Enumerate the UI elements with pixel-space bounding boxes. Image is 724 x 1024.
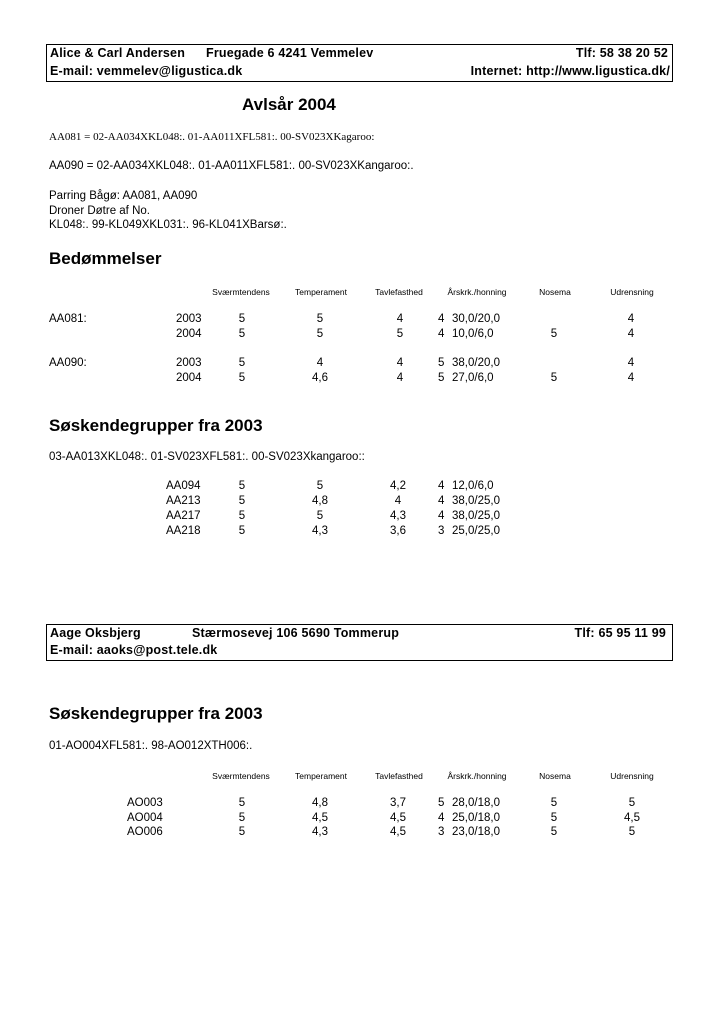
row-year: 2003 [176, 313, 202, 325]
cell-temp: 4,3 [312, 525, 328, 537]
cell-tavle: 4 [396, 313, 404, 325]
cell-nosema: 5 [550, 797, 558, 809]
column-header: Temperament [295, 771, 347, 781]
column-header: Tavlefasthed [375, 771, 423, 781]
cell-aars-h: 25,0/25,0 [452, 525, 500, 537]
breeder1-address: Fruegade 6 4241 Vemmelev [206, 46, 374, 60]
row-year: 2004 [176, 328, 202, 340]
cell-tavle: 4 [396, 372, 404, 384]
cell-svaerm: 5 [238, 826, 246, 838]
sosken2-pedigree: 01-AO004XFL581:. 98-AO012XTH006:. [49, 740, 253, 752]
cell-nosema: 5 [550, 812, 558, 824]
bedommelser-title: Bedømmelser [49, 249, 162, 268]
cell-tavle: 3,6 [390, 525, 406, 537]
cell-svaerm: 5 [238, 495, 246, 507]
cell-udrens: 4 [627, 313, 635, 325]
cell-temp: 4,8 [312, 797, 328, 809]
pedigree-line-5: KL048:. 99-KL049XKL031:. 96-KL041XBarsø:. [49, 219, 287, 231]
cell-svaerm: 5 [238, 480, 246, 492]
cell-aars-n: 4 [438, 313, 445, 325]
cell-nosema: 5 [550, 372, 558, 384]
pedigree-line-4: Droner Døtre af No. [49, 205, 150, 217]
cell-svaerm: 5 [238, 313, 246, 325]
cell-aars-n: 5 [438, 797, 445, 809]
page-title: Avlsår 2004 [242, 95, 336, 114]
cell-tavle: 4 [396, 357, 404, 369]
cell-aars-h: 28,0/18,0 [452, 797, 500, 809]
cell-svaerm: 5 [238, 372, 246, 384]
cell-svaerm: 5 [238, 357, 246, 369]
cell-nosema: 5 [550, 826, 558, 838]
column-header: Nosema [539, 287, 571, 297]
column-header: Temperament [295, 287, 347, 297]
column-header: Årskrk./honning [447, 771, 507, 781]
breeder1-phone: Tlf: 58 38 20 52 [575, 46, 668, 60]
column-header: Sværmtendens [212, 287, 270, 297]
cell-temp: 5 [316, 328, 324, 340]
cell-aars-h: 38,0/20,0 [452, 357, 500, 369]
cell-aars-h: 38,0/25,0 [452, 495, 500, 507]
cell-aars-n: 4 [438, 495, 445, 507]
cell-tavle: 5 [396, 328, 404, 340]
row-year: 2003 [176, 357, 202, 369]
cell-aars-h: 27,0/6,0 [452, 372, 494, 384]
cell-aars-n: 4 [438, 480, 445, 492]
row-id: AO003 [127, 797, 163, 809]
cell-aars-h: 30,0/20,0 [452, 313, 500, 325]
cell-svaerm: 5 [238, 797, 246, 809]
cell-aars-n: 5 [438, 372, 445, 384]
cell-udrens: 5 [628, 826, 636, 838]
cell-temp: 4,6 [312, 372, 328, 384]
cell-aars-n: 3 [438, 525, 445, 537]
row-id: AA090: [49, 357, 87, 369]
cell-tavle: 4 [394, 495, 402, 507]
cell-nosema: 5 [550, 328, 558, 340]
cell-temp: 5 [316, 313, 324, 325]
cell-tavle: 4,5 [390, 812, 406, 824]
row-id: AA094 [166, 480, 201, 492]
cell-aars-n: 4 [438, 510, 445, 522]
column-header: Nosema [539, 771, 571, 781]
sosken2-title: Søskendegrupper fra 2003 [49, 704, 263, 723]
breeder1-header [46, 44, 673, 82]
column-header: Udrensning [610, 287, 654, 297]
cell-aars-h: 25,0/18,0 [452, 812, 500, 824]
cell-aars-n: 5 [438, 357, 445, 369]
sosken1-title: Søskendegrupper fra 2003 [49, 416, 263, 435]
row-id: AA081: [49, 313, 87, 325]
cell-udrens: 5 [628, 797, 636, 809]
row-id: AA217 [166, 510, 201, 522]
cell-aars-h: 23,0/18,0 [452, 826, 500, 838]
cell-temp: 5 [316, 480, 324, 492]
cell-temp: 4,8 [312, 495, 328, 507]
breeder2-header [46, 624, 673, 661]
cell-udrens: 4,5 [624, 812, 640, 824]
cell-svaerm: 5 [238, 812, 246, 824]
breeder1-internet[interactable]: Internet: http://www.ligustica.dk/ [470, 64, 670, 78]
column-header: Årskrk./honning [447, 287, 507, 297]
cell-aars-n: 4 [438, 812, 445, 824]
row-id: AO004 [127, 812, 163, 824]
cell-tavle: 4,3 [390, 510, 406, 522]
cell-udrens: 4 [627, 328, 635, 340]
cell-tavle: 3,7 [390, 797, 406, 809]
breeder2-address: Stærmosevej 106 5690 Tommerup [192, 626, 400, 640]
row-id: AA218 [166, 525, 201, 537]
cell-temp: 4,5 [312, 812, 328, 824]
cell-svaerm: 5 [238, 510, 246, 522]
column-header: Tavlefasthed [375, 287, 423, 297]
breeder2-phone: Tlf: 65 95 11 99 [574, 626, 666, 640]
sosken1-pedigree: 03-AA013XKL048:. 01-SV023XFL581:. 00-SV023Xkangaroo:: [49, 451, 365, 463]
breeder2-email[interactable]: E-mail: aaoks@post.tele.dk [50, 643, 218, 657]
cell-aars-n: 4 [438, 328, 445, 340]
cell-aars-n: 3 [438, 826, 445, 838]
pedigree-line-2: AA090 = 02-AA034XKL048:. 01-AA011XFL581:. 00-SV023XKangaroo:. [49, 160, 414, 172]
cell-svaerm: 5 [238, 525, 246, 537]
cell-aars-h: 10,0/6,0 [452, 328, 494, 340]
cell-temp: 4,3 [312, 826, 328, 838]
breeder1-name: Alice & Carl Andersen [50, 46, 186, 60]
cell-temp: 4 [316, 357, 324, 369]
cell-temp: 5 [316, 510, 324, 522]
pedigree-line-3: Parring Bågø: AA081, AA090 [49, 190, 198, 202]
breeder1-email[interactable]: E-mail: vemmelev@ligustica.dk [50, 64, 243, 78]
row-id: AA213 [166, 495, 201, 507]
breeder2-name: Aage Oksbjerg [50, 626, 141, 640]
cell-tavle: 4,5 [390, 826, 406, 838]
cell-aars-h: 38,0/25,0 [452, 510, 500, 522]
cell-udrens: 4 [627, 372, 635, 384]
row-id: AO006 [127, 826, 163, 838]
cell-udrens: 4 [627, 357, 635, 369]
cell-svaerm: 5 [238, 328, 246, 340]
column-header: Udrensning [610, 771, 654, 781]
pedigree-line-1: AA081 = 02-AA034XKL048:. 01-AA011XFL581:. 00-SV023XKagaroo: [49, 131, 375, 143]
cell-tavle: 4,2 [390, 480, 406, 492]
row-year: 2004 [176, 372, 202, 384]
cell-aars-h: 12,0/6,0 [452, 480, 494, 492]
column-header: Sværmtendens [212, 771, 270, 781]
